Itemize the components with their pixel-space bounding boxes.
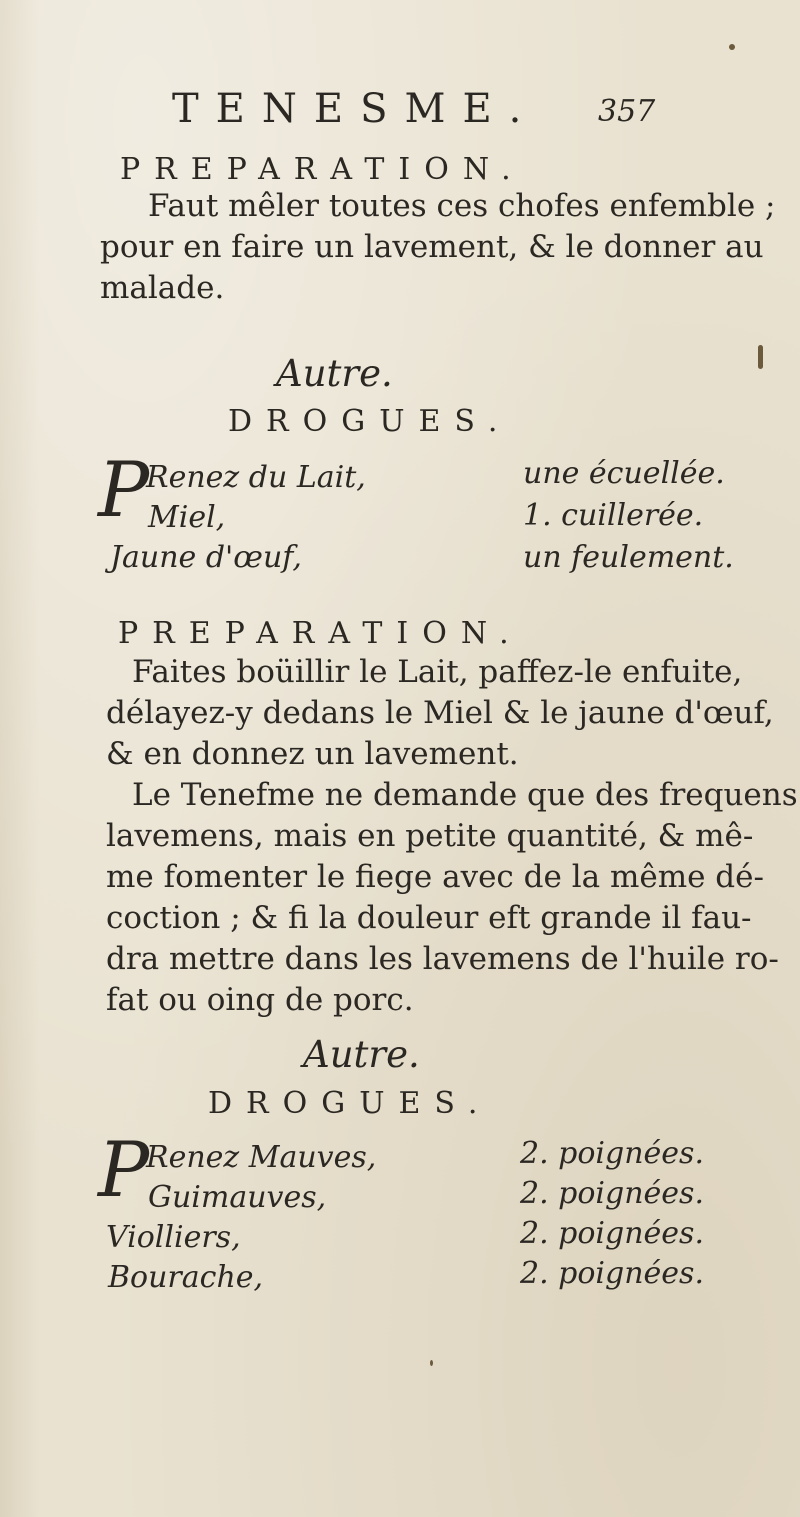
preparation-heading-1: PREPARATION.	[120, 152, 525, 187]
paragraph-line: délayez-y dedans le Miel & le jaune d'œuf,	[106, 695, 774, 731]
drug-name: Renez Mauves,	[146, 1140, 377, 1175]
drug-quantity: une écuellée.	[523, 456, 725, 491]
drop-cap: P	[98, 1125, 150, 1214]
preparation-heading-2: PREPARATION.	[118, 616, 523, 651]
paragraph-line: me fomenter le fiege avec de la même dé-	[106, 859, 764, 895]
paragraph-line: Faut mêler toutes ces chofes enfemble ;	[148, 188, 776, 224]
drug-quantity: 2. poignées.	[520, 1256, 704, 1291]
paragraph-line: malade.	[100, 270, 225, 306]
paragraph-line: fat ou oing de porc.	[106, 982, 414, 1018]
paragraph-line: pour en faire un lavement, & le donner au	[100, 229, 764, 265]
paper-speck	[430, 1360, 433, 1366]
drug-name: Guimauves,	[148, 1180, 327, 1215]
drug-name: Bourache,	[108, 1260, 264, 1295]
paragraph-line: dra mettre dans les lavemens de l'huile ro-	[106, 941, 779, 977]
section-title-autre: Autre.	[303, 1033, 420, 1076]
drug-name: Miel,	[148, 500, 226, 535]
paragraph-line: Le Tenefme ne demande que des frequens	[132, 777, 798, 813]
page-number: 357	[598, 94, 656, 129]
drogues-heading-1: DROGUES.	[228, 404, 512, 439]
paper-speck	[729, 44, 735, 50]
drug-quantity: 2. poignées.	[520, 1216, 704, 1251]
section-title-autre: Autre.	[276, 352, 393, 395]
drug-quantity: 2. poignées.	[520, 1176, 704, 1211]
drug-name: Jaune d'œuf,	[110, 540, 302, 575]
paper-speck	[758, 345, 763, 369]
drug-quantity: un feulement.	[523, 540, 734, 575]
running-head-title: TENESME.	[172, 86, 539, 132]
drop-cap: P	[98, 445, 150, 534]
paragraph-line: & en donnez un lavement.	[106, 736, 519, 772]
paragraph-line: lavemens, mais en petite quantité, & mê-	[106, 818, 754, 854]
drug-name: Renez du Lait,	[146, 460, 366, 495]
paragraph-line: Faites boüillir le Lait, paffez-le enfuite,	[132, 654, 743, 690]
drug-quantity: 1. cuillerée.	[523, 498, 704, 533]
drogues-heading-2: DROGUES.	[208, 1086, 492, 1121]
drug-quantity: 2. poignées.	[520, 1136, 704, 1171]
paragraph-line: coction ; & fi la douleur eft grande il fau-	[106, 900, 752, 936]
drug-name: Violliers,	[106, 1220, 241, 1255]
